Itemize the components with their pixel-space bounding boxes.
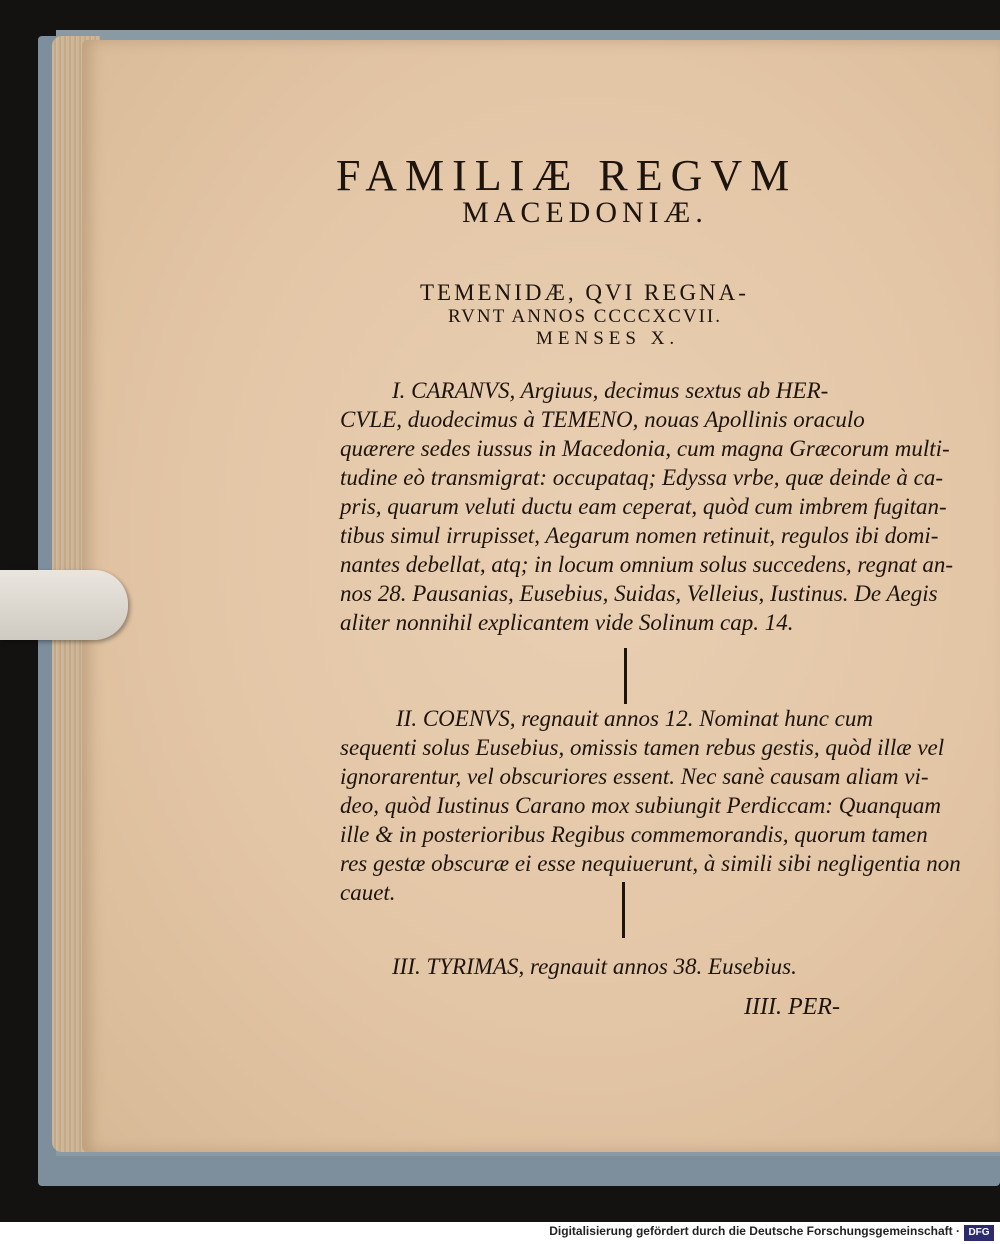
text-line: II. COENVS, regnauit annos 12. Nominat hunc cum	[396, 706, 874, 731]
dfg-logo: DFG	[964, 1225, 994, 1241]
text-line: III. TYRIMAS, regnauit annos 38. Eusebius.	[392, 954, 797, 979]
text-line: ille & in posterioribus Regibus commemorandis, quorum tamen	[340, 822, 928, 847]
text-line: tudine eò transmigrat: occupataq; Edyssa vrbe, quæ deinde à ca-	[340, 465, 943, 490]
vertical-rule	[622, 882, 625, 938]
bookmark-tab	[0, 570, 128, 640]
text-line: cauet.	[340, 880, 396, 905]
subtitle-line2: RVNT ANNOS CCCCXCVII.	[448, 306, 722, 327]
funding-credit: Digitalisierung gefördert durch die Deutsche Forschungsgemeinschaft ·	[549, 1224, 960, 1238]
text-line: sequenti solus Eusebius, omissis tamen rebus gestis, quòd illæ vel	[340, 735, 945, 760]
text-line: quærere sedes iussus in Macedonia, cum magna Græcorum multi-	[340, 436, 950, 461]
text-line: tibus simul irrupisset, Aegarum nomen retinuit, regulos ibi domi-	[340, 523, 939, 548]
page-title-line2: MACEDONIÆ.	[462, 196, 708, 229]
footer-bar	[0, 1222, 1000, 1244]
subtitle-line3: MENSES X.	[536, 328, 680, 349]
subtitle-line1: TEMENIDÆ, QVI REGNA-	[420, 280, 749, 305]
text-line: deo, quòd Iustinus Carano mox subiungit Perdiccam: Quanquam	[340, 793, 941, 818]
text-line: CVLE, duodecimus à TEMENO, nouas Apollinis oraculo	[340, 407, 865, 432]
text-line: I. CARANVS, Argiuus, decimus sextus ab HER-	[392, 378, 829, 403]
text-line: pris, quarum veluti ductu eam ceperat, quòd cum imbrem fugitan-	[340, 494, 947, 519]
text-line: ignorarentur, vel obscuriores essent. Nec sanè causam aliam vi-	[340, 764, 929, 789]
catchword: IIII. PER-	[744, 994, 840, 1020]
text-line: aliter nonnihil explicantem vide Solinum cap. 14.	[340, 610, 794, 635]
text-line: nantes debellat, atq; in locum omnium solus succedens, regnat an-	[340, 552, 954, 577]
text-line: res gestæ obscuræ ei esse nequiuerunt, à simili sibi negligentia non	[340, 851, 961, 876]
page-title-line1: FAMILIÆ REGVM	[336, 151, 798, 200]
vertical-rule	[624, 648, 627, 704]
text-line: nos 28. Pausanias, Eusebius, Suidas, Velleius, Iustinus. De Aegis	[340, 581, 938, 606]
